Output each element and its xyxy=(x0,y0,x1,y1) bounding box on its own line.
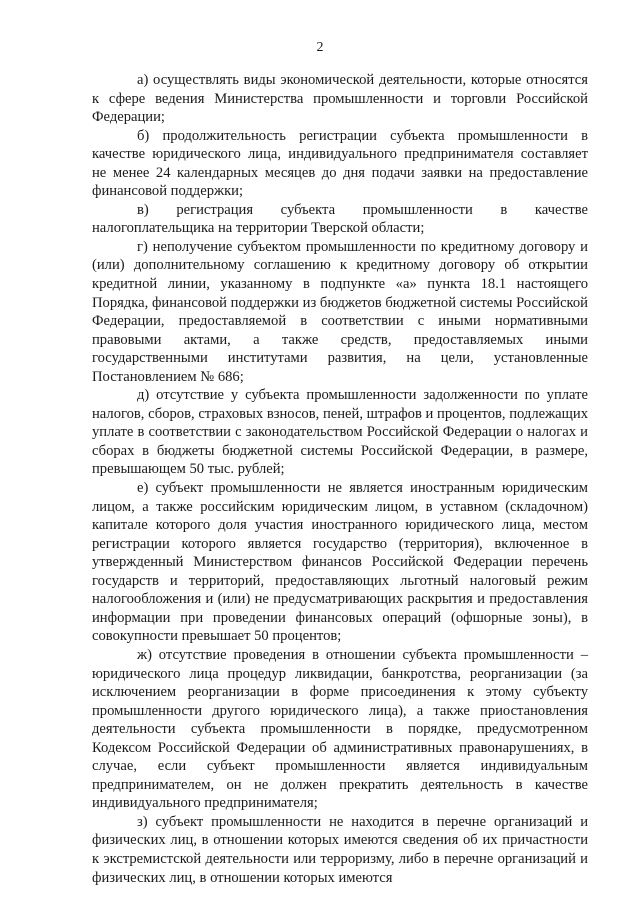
paragraph-e: е) субъект промышленности не является иностранным юридическим лицом, а также российским юридическим лицом, в уставном (складочном) капитале которого доля участия иностранного юридического лица, местом регистрации которого является государство (территория), включенное в утвержденный Министерством финансов Российской Федерации перечень государств и территорий, предоставляющих льготный налоговый режим налогообложения и (или) не предусматривающих раскрытия и предоставления информации при проведении финансовых операций (офшорные зоны), в совокупности превышает 50 процентов; xyxy=(92,480,588,645)
paragraph-b: б) продолжительность регистрации субъекта промышленности в качестве юридического лица, индивидуального предпринимателя составляет не менее 24 календарных месяцев до дня подачи заявки на предоставление финансовой поддержки; xyxy=(92,127,588,200)
paragraph-zh: ж) отсутствие проведения в отношении субъекта промышленности – юридического лица процедур ликвидации, банкротства, реорганизации (за исключением реорганизации в форме присоединения к этому субъекту промышленности другого юридического лица), а также приостановления деятельности субъекта промышленности в порядке, предусмотренном Кодексом Российской Федерации об административных правонарушениях, в случае, если субъект промышленности является индивидуальным предпринимателем, он не должен прекратить деятельность в качестве индивидуального предпринимателя; xyxy=(92,646,588,812)
page-number: 2 xyxy=(316,40,324,55)
paragraph-v: в) регистрация субъекта промышленности в качестве налогоплательщика на территории Тверской области; xyxy=(92,201,588,237)
paragraph-z: з) субъект промышленности не находится в перечне организаций и физических лиц, в отношении которых имеются сведения об их причастности к экстремистской деятельности или терроризму, либо в перечне организаций и физических лиц, в отношении которых имеются xyxy=(92,813,588,886)
paragraph-a: а) осуществлять виды экономической деятельности, которые относятся к сфере ведения Министерства промышленности и торговли Российской Федерации; xyxy=(92,72,588,126)
paragraph-d: д) отсутствие у субъекта промышленности задолженности по уплате налогов, сборов, страховых взносов, пеней, штрафов и процентов, подлежащих уплате в соответствии с законодательством Российской Федерации о налогах и сборах в бюджеты бюджетной системы Российской Федерации, в размере, превышающем 50 тыс. рублей; xyxy=(92,387,588,478)
document-body xyxy=(92,71,588,887)
paragraph-g: г) неполучение субъектом промышленности по кредитному договору и (или) дополнительному соглашению к кредитному договору об открытии кредитной линии, указанному в подпункте «а» пункта 18.1 настоящего Порядка, финансовой поддержки из бюджетов бюджетной системы Российской Федерации, предоставляемой в соответствии с иными нормативными правовыми актами, а также средств, предоставляемых иными государственными институтами развития, на цели, установленные Постановлением № 686; xyxy=(92,238,588,385)
